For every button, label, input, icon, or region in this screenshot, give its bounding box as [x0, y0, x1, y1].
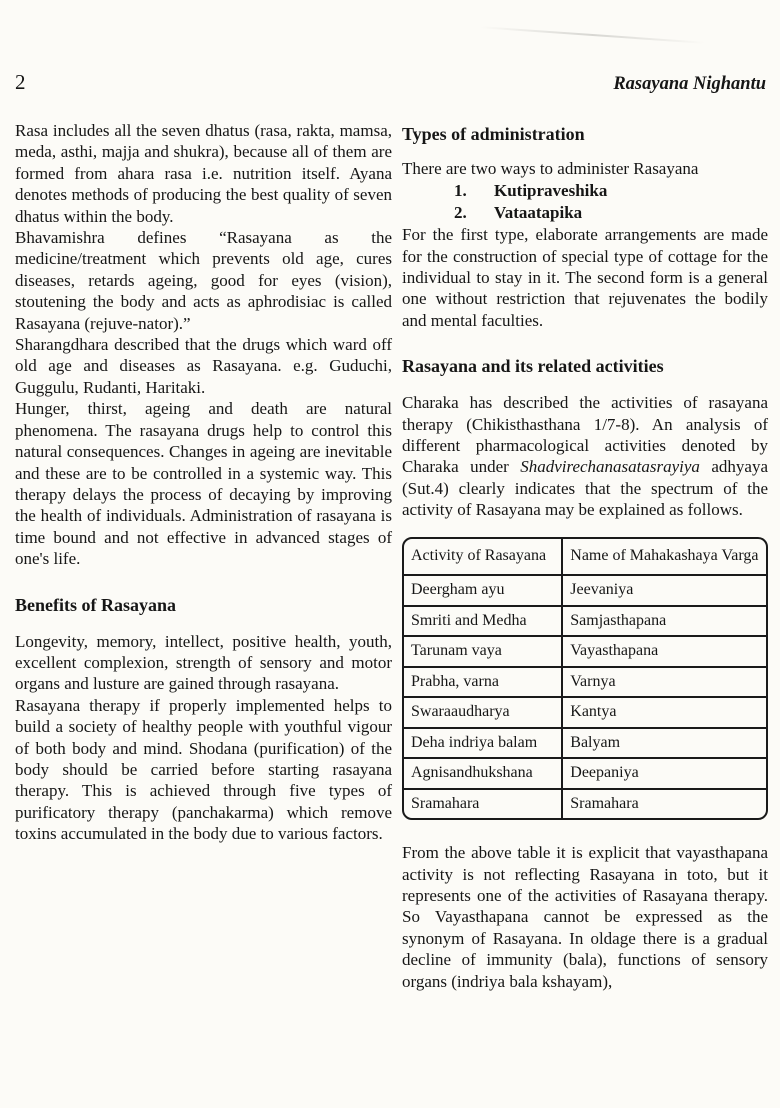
section-heading-types: Types of administration	[402, 124, 585, 144]
table-cell-activity: Tarunam vaya	[404, 635, 563, 666]
paragraph-types-body: For the first type, elaborate arrangements are made for the construction of special type of cottage for the individual to stay in it. The second form is a general one without restriction that rejuvenates the bodily and mental faculties.	[402, 225, 768, 330]
section-heading-benefits: Benefits of Rasayana	[15, 594, 176, 615]
paragraph-bhavamishra: Bhavamishra defines “Rasayana as the medicine/treatment which prevents old age, cures diseases, retards ageing, good for eyes (vision), stoutening the body and acts as aphrodisiac is called Rasayana (rejuve-nator).”	[15, 228, 392, 333]
table-row	[404, 788, 766, 819]
table-cell-activity: Deergham ayu	[404, 574, 563, 605]
list-number: 1.	[454, 181, 467, 201]
paragraph-charaka-post: adhyaya (Sut.4) clearly indicates that the spectrum of the activity of Rasayana may be explained as follows.	[402, 457, 769, 520]
paragraph-sharangdhara: Sharangdhara described that the drugs which ward off old age and diseases as Rasayana. e.g. Guduchi, Guggulu, Rudanti, Haritaki.	[15, 335, 392, 397]
table-cell-varga: Jeevaniya	[563, 574, 766, 605]
italic-term-shadvirechana: Shadvirechanasatasrayiya	[520, 457, 700, 477]
table-row	[404, 635, 766, 666]
table-cell-activity: Sramahara	[404, 788, 563, 819]
table-cell-varga: Vayasthapana	[563, 635, 766, 666]
page-header	[15, 72, 766, 94]
table-row	[404, 696, 766, 727]
right-column	[402, 120, 768, 992]
left-column	[15, 120, 392, 845]
table-header-varga: Name of Mahakashaya Varga	[570, 546, 759, 564]
table-cell-activity: Agnisandhukshana	[404, 757, 563, 788]
paragraph-longevity: Longevity, memory, intellect, positive health, youth, excellent complexion, strength of sensory and motor organs and lusture are gained through rasayana.	[15, 631, 392, 694]
table-row	[404, 727, 766, 758]
table-cell-varga: Varnya	[563, 666, 766, 697]
table-cell-activity: Prabha, varna	[404, 666, 563, 697]
scan-artifact-line	[480, 26, 705, 44]
administration-list	[402, 180, 768, 223]
table-row	[404, 757, 766, 788]
table-cell-varga: Sramahara	[563, 788, 766, 819]
table-header-row	[404, 539, 766, 575]
table-header-activity: Activity of Rasayana	[404, 539, 563, 575]
paragraph-charaka-pre: Charaka has described the activities of rasayana therapy (Chikisthasthana 1/7-8). An analysis of different pharmacological activities denoted by Charaka under	[402, 393, 768, 477]
running-head-title: Rasayana Nighantu	[613, 74, 766, 94]
list-number: 2.	[454, 202, 467, 222]
paragraph-rasa-dhatus: Rasa includes all the seven dhatus (rasa, rakta, mamsa, meda, asthi, majja and shukra), because all of them are formed from ahara rasa i.e. nutrition itself. Ayana denotes methods of producing the best quality of seven dhatus within the body.	[15, 121, 392, 226]
activities-table-body	[404, 574, 766, 818]
page-number: 2	[15, 70, 26, 94]
activities-table-head	[404, 539, 766, 575]
paragraph-conclusion: From the above table it is explicit that vayasthapana activity is not reflecting Rasayana in toto, but it represents one of the activities of Rasayana therapy. So Vayasthapana cannot be expressed as the synonym of Rasayana. In oldage there is a gradual decline of immunity (bala), functions of sensory organs (indriya bala kshayam),	[402, 843, 768, 991]
list-label: Kutipraveshika	[494, 181, 608, 201]
table-cell-activity: Swaraaudharya	[404, 696, 563, 727]
table-row	[404, 574, 766, 605]
table-cell-activity: Smriti and Medha	[404, 605, 563, 636]
table-cell-varga: Balyam	[563, 727, 766, 758]
table-cell-activity: Deha indriya balam	[404, 727, 563, 758]
paragraph-hunger-thirst: Hunger, thirst, ageing and death are natural phenomena. The rasayana drugs help to control this natural consequences. Changes in ageing are inevitable and these are to be controlled in a systemic way. This therapy delays the process of decaying by improving the health of individuals. Administration of rasayana is time bound and not effective in advanced stages of one's life.	[15, 399, 392, 569]
paragraph-types-intro: There are two ways to administer Rasayana	[402, 159, 699, 178]
list-item-vataatapika	[454, 202, 768, 223]
paragraph-rasayana-therapy: Rasayana therapy if properly implemented helps to build a society of healthy people with youthful vigour of both body and mind. Shodana (purification) of the body should be carried before starting rasayana therapy. This is achieved through five types of purificatory therapy (panchakarma) which remove toxins accumulated in the body due to various factors.	[15, 695, 392, 844]
section-heading-activities: Rasayana and its related activities	[402, 356, 664, 377]
table-cell-varga: Deepaniya	[563, 757, 766, 788]
table-cell-varga: Kantya	[563, 696, 766, 727]
table-row	[404, 605, 766, 636]
list-label: Vataatapika	[494, 202, 583, 222]
activities-table	[402, 537, 768, 821]
paragraph-charaka	[402, 392, 768, 520]
table-row	[404, 666, 766, 697]
table-cell-varga: Samjasthapana	[563, 605, 766, 636]
list-item-kutipraveshika	[454, 180, 768, 201]
